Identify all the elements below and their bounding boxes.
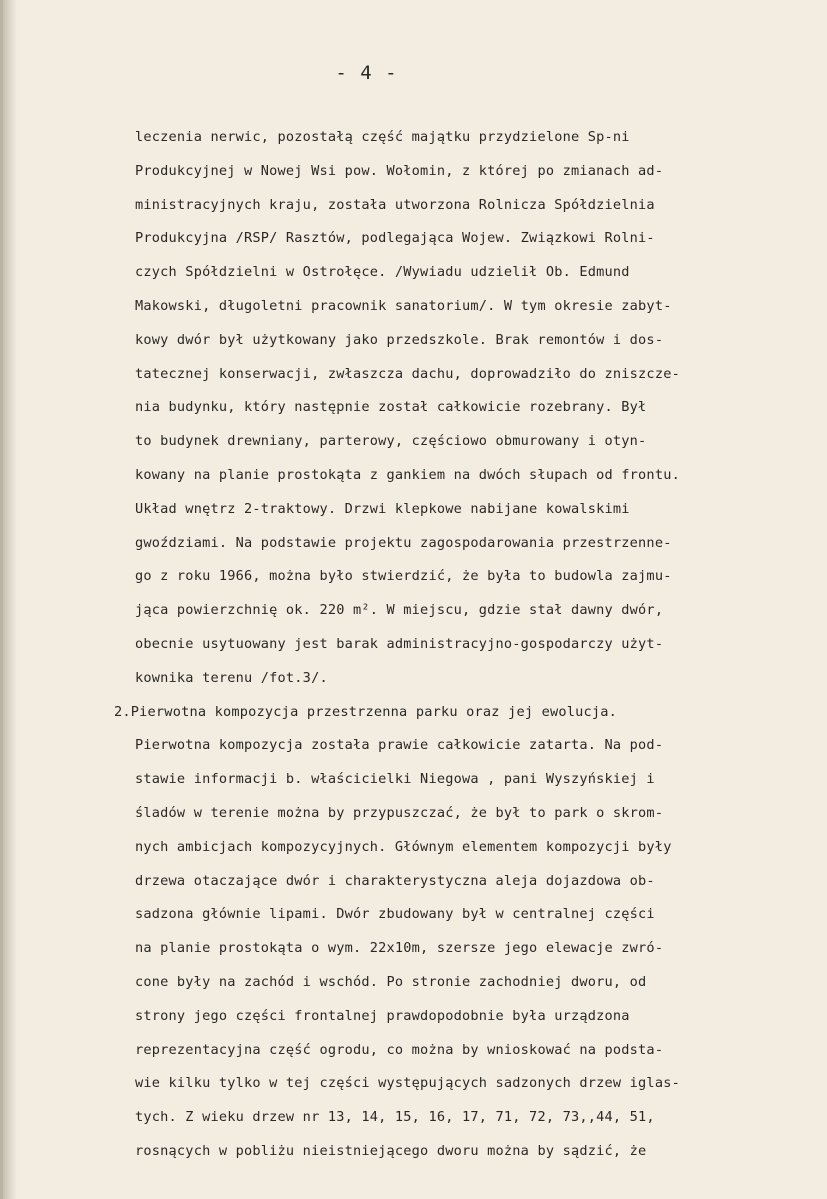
text-line: kownika terenu /fot.3/.: [135, 669, 328, 686]
text-line: stawie informacji b. właścicielki Niegowa , pani Wyszyńskiej i: [135, 771, 655, 788]
text-line: Produkcyjnej w Nowej Wsi pow. Wołomin, z której po zmianach ad-: [135, 162, 664, 179]
text-line: sadzona głównie lipami. Dwór zbudowany był w centralnej części: [135, 906, 655, 923]
text-line: nych ambicjach kompozycyjnych. Głównym elementem kompozycji były: [135, 838, 672, 855]
text-line: gwoździami. Na podstawie projektu zagospodarowania przestrzenne-: [135, 534, 672, 551]
text-line: tych. Z wieku drzew nr 13, 14, 15, 16, 17, 71, 72, 73,,44, 51,: [135, 1109, 655, 1126]
text-line: jąca powierzchnię ok. 220 m². W miejscu, gdzie stał dawny dwór,: [135, 602, 664, 619]
text-line: Produkcyjna /RSP/ Rasztów, podlegająca Wojew. Związkowi Rolni-: [135, 230, 655, 247]
text-line: reprezentacyjna część ogrodu, co można by wnioskować na podsta-: [135, 1041, 664, 1058]
section-heading: 2.Pierwotna kompozycja przestrzenna parku oraz jej ewolucja.: [114, 703, 618, 720]
text-line: wie kilku tylko w tej części występujących sadzonych drzew iglas-: [135, 1075, 680, 1092]
text-line: kowy dwór był użytkowany jako przedszkole. Brak remontów i dos-: [135, 331, 664, 348]
text-line: na planie prostokąta o wym. 22x10m, szersze jego elewacje zwró-: [135, 940, 664, 957]
text-line: śladów w terenie można by przypuszczać, że był to park o skrom-: [135, 804, 664, 821]
text-line: Pierwotna kompozycja została prawie całkowicie zatarta. Na pod-: [135, 737, 664, 754]
text-line: rosnących w pobliżu nieistniejącego dworu można by sądzić, że: [135, 1142, 647, 1159]
text-line: cone były na zachód i wschód. Po stronie zachodniej dworu, od: [135, 973, 647, 990]
text-line: go z roku 1966, można było stwierdzić, że była to budowla zajmu-: [135, 568, 672, 585]
text-line: nia budynku, który następnie został całkowicie rozebrany. Był: [135, 399, 647, 416]
text-line: Układ wnętrz 2-traktowy. Drzwi klepkowe nabijane kowalskimi: [135, 500, 630, 517]
text-line: strony jego części frontalnej prawdopodobnie była urządzona: [135, 1007, 630, 1024]
text-line: to budynek drewniany, parterowy, częściowo obmurowany i otyn-: [135, 433, 647, 450]
text-line: tatecznej konserwacji, zwłaszcza dachu, doprowadziło do zniszcze-: [135, 365, 680, 382]
body-text: [114, 121, 815, 1169]
text-line: drzewa otaczające dwór i charakterystyczna aleja dojazdowa ob-: [135, 872, 655, 889]
page-number: - 4 -: [335, 62, 398, 84]
text-line: kowany na planie prostokąta z gankiem na dwóch słupach od frontu.: [135, 466, 680, 483]
page-edge-shadow: [3, 0, 17, 1199]
text-line: leczenia nerwic, pozostałą część majątku przydzielone Sp-ni: [135, 129, 630, 145]
text-line: obecnie usytuowany jest barak administracyjno-gospodarczy użyt-: [135, 635, 664, 652]
text-line: ministracyjnych kraju, została utworzona Rolnicza Spółdzielnia: [135, 196, 655, 213]
text-line: czych Spółdzielni w Ostrołęce. /Wywiadu udzielił Ob. Edmund: [135, 264, 630, 281]
text-line: Makowski, długoletni pracownik sanatorium/. W tym okresie zabyt-: [135, 297, 672, 314]
